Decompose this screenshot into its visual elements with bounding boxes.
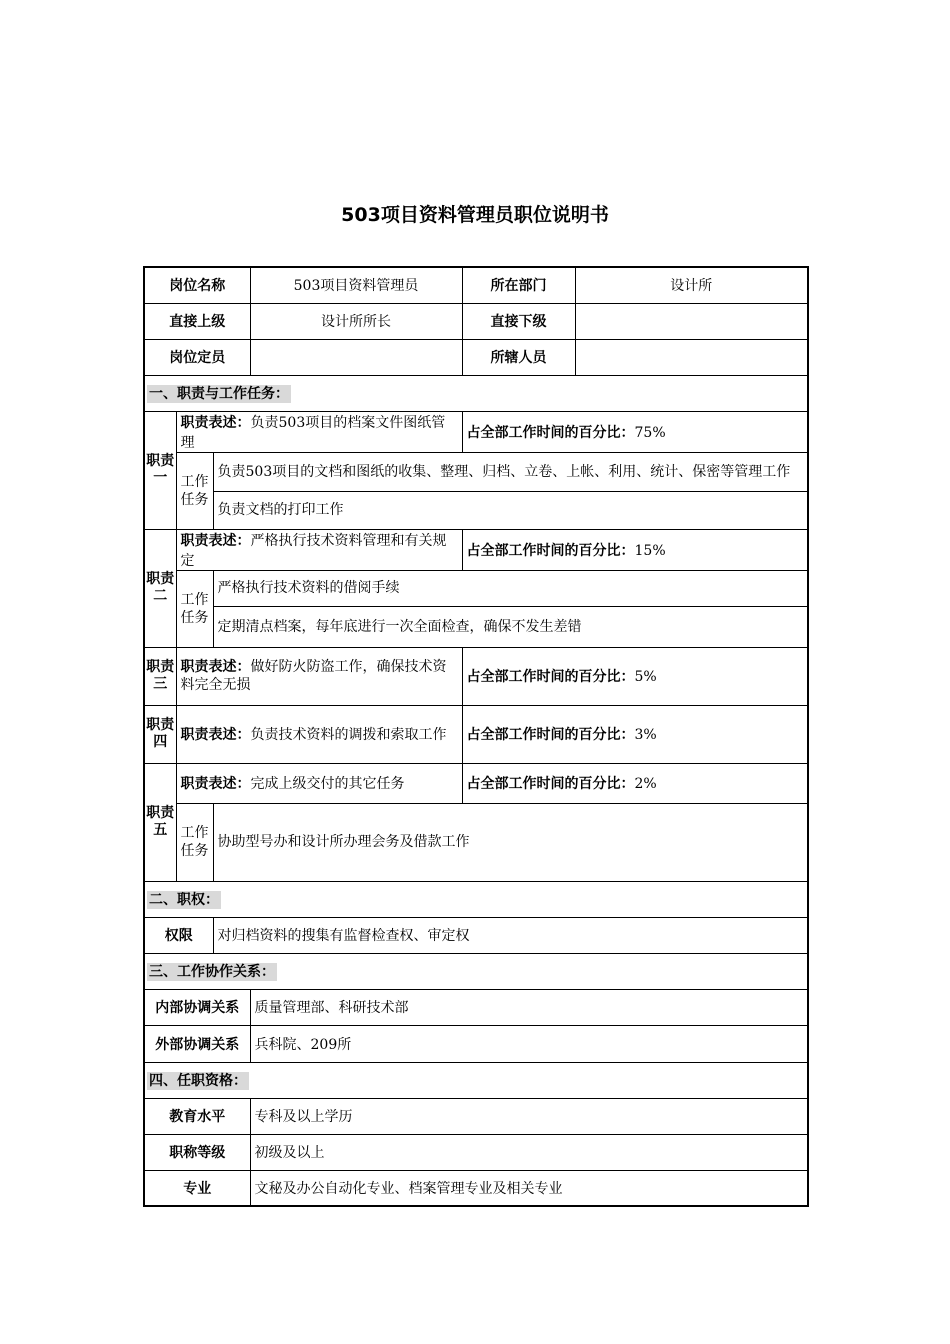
superior-label: 直接上级 (144, 303, 250, 339)
duty-1-task-label: 工作任务 (176, 452, 213, 529)
education-label: 教育水平 (144, 1098, 250, 1134)
section-relations-row (144, 953, 808, 989)
pct-label: 占全部工作时间的百分比： (466, 424, 635, 441)
section-authority-heading: 二、职权： (149, 892, 219, 908)
duty-2-pct-cell (462, 529, 808, 570)
duty-5-desc: 完成上级交付的其它任务 (250, 776, 405, 792)
section-qualifications-heading: 四、任职资格： (149, 1073, 247, 1089)
section-relations-heading: 三、工作协作关系： (149, 964, 275, 980)
duty-desc-label: 职责表述： (180, 776, 251, 792)
basic-row-3 (144, 339, 808, 375)
position-label: 岗位名称 (144, 267, 250, 303)
duty-2-desc: 严格执行技术资料管理和有关规定 (180, 532, 447, 569)
dept-value: 设计所 (575, 267, 808, 303)
duty-1-task-row-1 (144, 452, 808, 491)
external-relations-label: 外部协调关系 (144, 1025, 250, 1062)
major-value: 文秘及办公自动化专业、档案管理专业及相关专业 (250, 1170, 808, 1206)
duty-2-task-2: 定期清点档案，每年底进行一次全面检查，确保不发生差错 (213, 606, 808, 647)
internal-relations-value: 质量管理部、科研技术部 (250, 989, 808, 1025)
superior-value: 设计所所长 (250, 303, 462, 339)
section-duties-row (144, 375, 808, 411)
duty-1-task-2: 负责文档的打印工作 (213, 491, 808, 529)
section-qualifications-row (144, 1062, 808, 1098)
duty-4-desc: 负责技术资料的调拨和索取工作 (250, 727, 447, 743)
basic-row-1 (144, 267, 808, 303)
page-title: 503项目资料管理员职位说明书 (341, 204, 609, 226)
duty-1-pct: 75% (634, 424, 666, 441)
title-level-row (144, 1134, 808, 1170)
duty-1-task-1: 负责503项目的文档和图纸的收集、整理、归档、立卷、上帐、利用、统计、保密等管理工作 (213, 452, 808, 491)
headcount-label: 岗位定员 (144, 339, 250, 375)
duty-5-row (144, 763, 808, 803)
duty-3-row (144, 647, 808, 705)
duty-5-pct-cell (462, 763, 808, 803)
title-level-label: 职称等级 (144, 1134, 250, 1170)
duty-3-pct-cell (462, 647, 808, 705)
duty-1-desc: 负责503项目的档案文件图纸管理 (180, 414, 446, 451)
duty-5-desc-cell (176, 763, 462, 803)
duty-2-task-row-1 (144, 570, 808, 606)
duty-3-desc-cell (176, 647, 462, 705)
duty-1-task-row-2 (144, 491, 808, 529)
position-value: 503项目资料管理员 (250, 267, 462, 303)
major-label: 专业 (144, 1170, 250, 1206)
duty-2-task-1: 严格执行技术资料的借阅手续 (213, 570, 808, 606)
duty-desc-label: 职责表述： (180, 414, 251, 431)
duty-1-row (144, 411, 808, 452)
duty-5-name: 职责五 (144, 763, 176, 881)
duty-desc-label: 职责表述： (180, 727, 251, 743)
section-duties-heading: 一、职责与工作任务： (149, 386, 289, 402)
authority-row (144, 917, 808, 953)
duty-4-row (144, 705, 808, 763)
duty-1-desc-cell (176, 411, 462, 452)
education-value: 专科及以上学历 (250, 1098, 808, 1134)
title-level-value: 初级及以上 (250, 1134, 808, 1170)
authority-label: 权限 (144, 917, 213, 953)
pct-label: 占全部工作时间的百分比： (466, 776, 635, 792)
duty-desc-label: 职责表述： (180, 659, 251, 675)
major-row (144, 1170, 808, 1206)
education-row (144, 1098, 808, 1134)
pct-label: 占全部工作时间的百分比： (466, 727, 635, 743)
duty-4-pct: 3% (634, 727, 657, 743)
duty-desc-label: 职责表述： (180, 532, 251, 549)
duty-2-task-label: 工作任务 (176, 570, 213, 647)
basic-row-2 (144, 303, 808, 339)
internal-relations-label: 内部协调关系 (144, 989, 250, 1025)
duty-2-task-row-2 (144, 606, 808, 647)
duty-3-desc: 做好防火防盗工作，确保技术资料完全无损 (180, 659, 447, 693)
duty-2-pct: 15% (634, 542, 666, 559)
duty-2-name: 职责二 (144, 529, 176, 647)
internal-relations-row (144, 989, 808, 1025)
duty-4-desc-cell (176, 705, 462, 763)
external-relations-row (144, 1025, 808, 1062)
duty-1-name: 职责一 (144, 411, 176, 529)
duty-3-pct: 5% (634, 669, 657, 685)
staff-value (575, 339, 808, 375)
duty-4-pct-cell (462, 705, 808, 763)
subordinate-value (575, 303, 808, 339)
subordinate-label: 直接下级 (462, 303, 575, 339)
section-authority-row (144, 881, 808, 917)
job-description-table (143, 266, 809, 1207)
pct-label: 占全部工作时间的百分比： (466, 542, 635, 559)
pct-label: 占全部工作时间的百分比： (466, 669, 635, 685)
duty-5-pct: 2% (634, 776, 657, 792)
duty-5-task-1: 协助型号办和设计所办理会务及借款工作 (213, 803, 808, 881)
duty-1-pct-cell (462, 411, 808, 452)
dept-label: 所在部门 (462, 267, 575, 303)
duty-3-name: 职责三 (144, 647, 176, 705)
staff-label: 所辖人员 (462, 339, 575, 375)
duty-2-row (144, 529, 808, 570)
duty-2-desc-cell (176, 529, 462, 570)
authority-value: 对归档资料的搜集有监督检查权、审定权 (213, 917, 808, 953)
duty-5-task-label: 工作任务 (176, 803, 213, 881)
duty-5-task-row-1 (144, 803, 808, 881)
headcount-value (250, 339, 462, 375)
duty-4-name: 职责四 (144, 705, 176, 763)
external-relations-value: 兵科院、209所 (250, 1025, 808, 1062)
